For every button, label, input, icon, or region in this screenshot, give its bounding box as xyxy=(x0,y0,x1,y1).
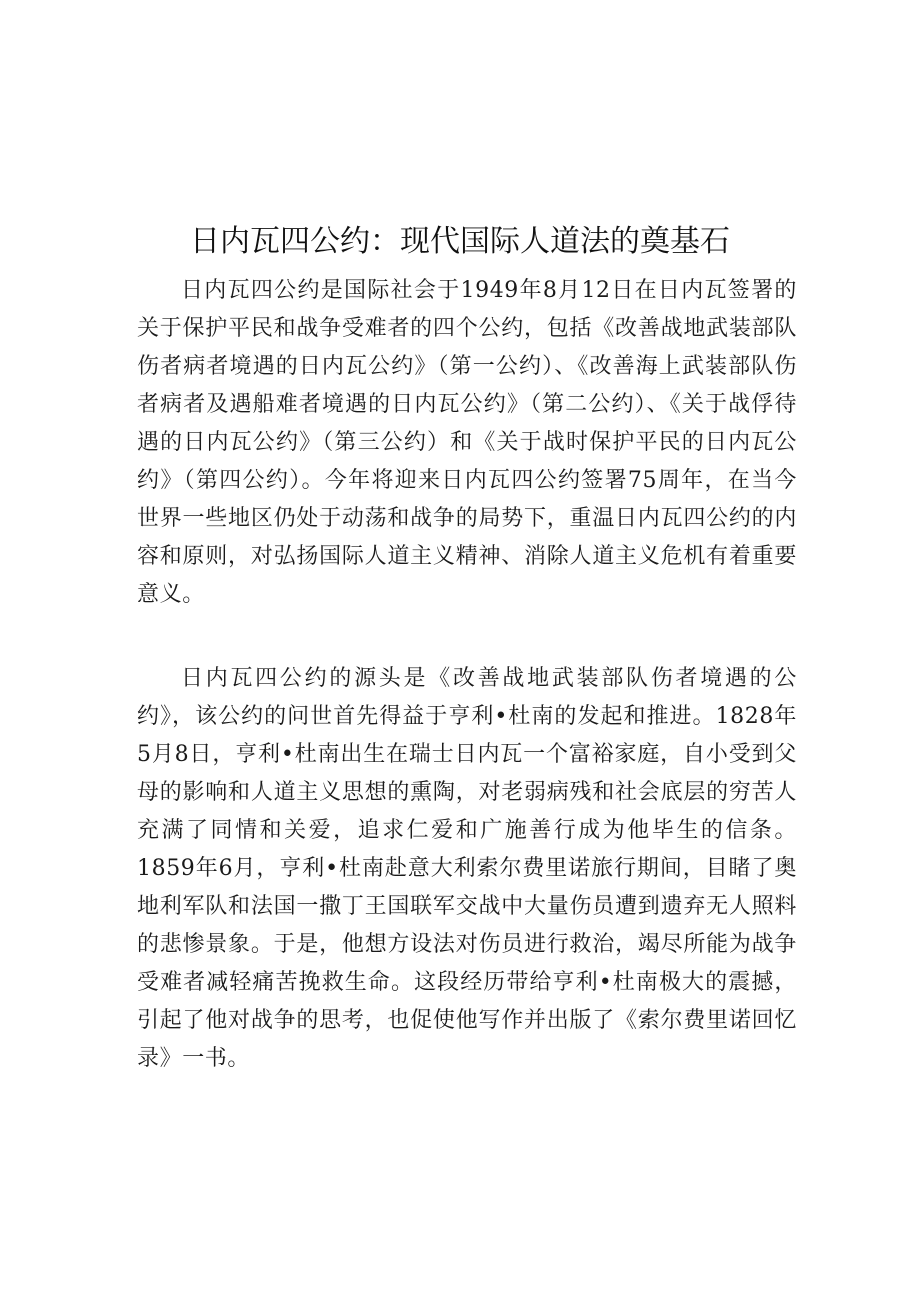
paragraph-2: 日内瓦四公约的源头是《改善战地武装部队伤者境遇的公约》，该公约的问世首先得益于亨利•杜南的发起和推进。1828年5月8日，亨利•杜南出生在瑞士日内瓦一个富裕家庭，自小受到父母的影响和人道主义思想的熏陶，对老弱病残和社会底层的穷苦人充满了同情和关爱，追求仁爱和广施善行成为他毕生的信条。1859年6月，亨利•杜南赴意大利索尔费里诺旅行期间，目睹了奥地利军队和法国一撒丁王国联军交战中大量伤员遭到遗弃无人照料的悲惨景象。于是，他想方设法对伤员进行救治，竭尽所能为战争受难者减轻痛苦挽救生命。这段经历带给亨利•杜南极大的震撼，引起了他对战争的思考，也促使他写作并出版了《索尔费里诺回忆录》一书。 xyxy=(137,666,797,1071)
document-title: 日内瓦四公约：现代国际人道法的奠基石 xyxy=(190,224,730,259)
paragraph-1: 日内瓦四公约是国际社会于1949年8月12日在日内瓦签署的关于保护平民和战争受难者的四个公约，包括《改善战地武装部队伤者病者境遇的日内瓦公约》（第一公约）、《改善海上武装部队伤者病者及遇船难者境遇的日内瓦公约》（第二公约）、《关于战俘待遇的日内瓦公约》（第三公约）和《关于战时保护平民的日内瓦公约》（第四公约）。今年将迎来日内瓦四公约签署75周年，在当今世界一些地区仍处于动荡和战争的局势下，重温日内瓦四公约的内容和原则，对弘扬国际人道主义精神、消除人道主义危机有着重要意义。 xyxy=(137,278,797,607)
